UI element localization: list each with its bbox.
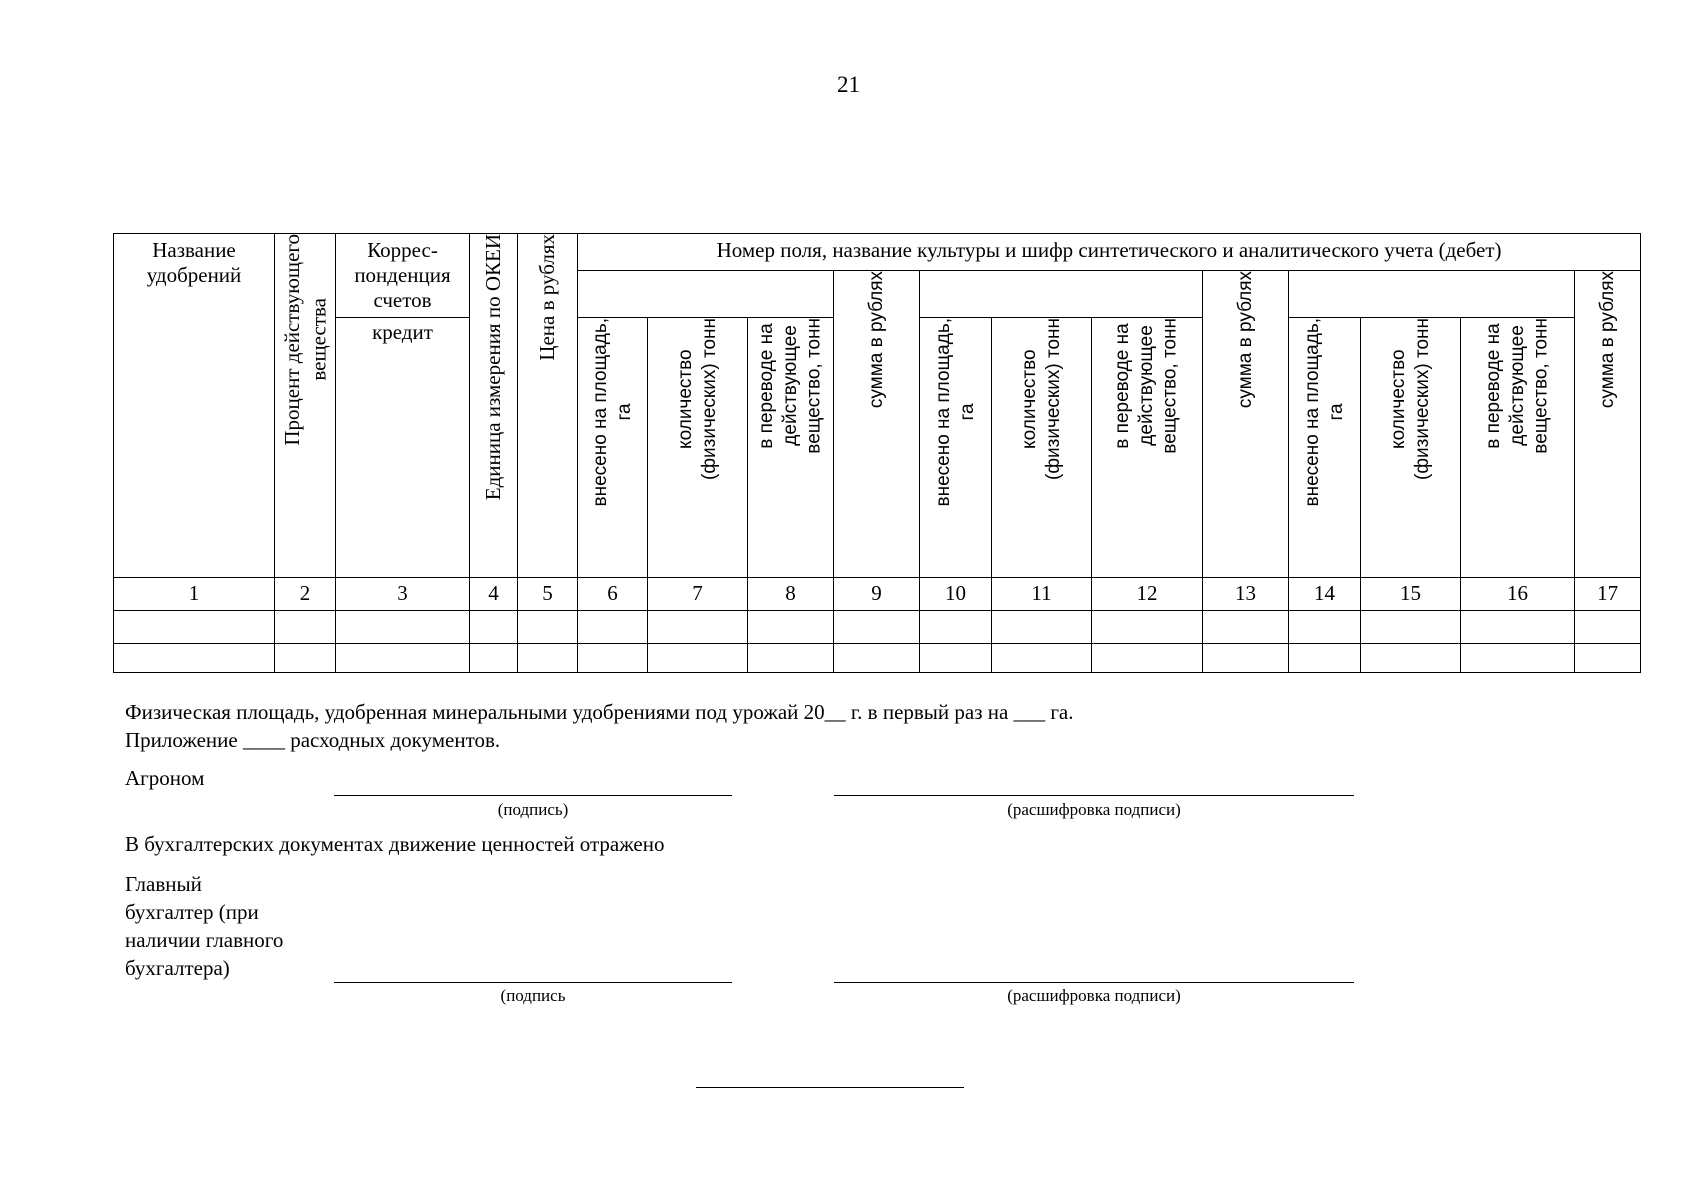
header-conversion-3: в переводе на действующее вещество, тонн <box>1461 318 1575 578</box>
table-row <box>114 644 1641 673</box>
reflected-text: В бухгалтерских документах движение ценностей отражено <box>125 832 665 856</box>
header-quantity-3: количество (физических) тонн <box>1361 318 1461 578</box>
column-number: 14 <box>1289 578 1361 611</box>
column-number: 15 <box>1361 578 1461 611</box>
agronomist-signature-caption: (подпись) <box>497 800 569 819</box>
chief-decoding-caption: (расшифровка подписи) <box>1007 986 1181 1005</box>
column-number: 13 <box>1203 578 1289 611</box>
column-number: 17 <box>1575 578 1641 611</box>
header-conversion-2: в переводе на действующее вещество, тонн <box>1092 318 1203 578</box>
header-sum-rub-1: сумма в рублях <box>834 271 920 578</box>
column-number: 8 <box>748 578 834 611</box>
attachment-text: Приложение ____ расходных документов. <box>125 728 501 752</box>
chief-decoding-line <box>834 982 1354 983</box>
header-applied-area-2: внесено на площадь, га <box>920 318 992 578</box>
header-field-1-blank <box>578 271 834 318</box>
chief-signature-line <box>334 982 732 983</box>
column-number: 12 <box>1092 578 1203 611</box>
column-number: 16 <box>1461 578 1575 611</box>
column-number: 11 <box>992 578 1092 611</box>
header-sum-rub-2: сумма в рублях <box>1203 271 1289 578</box>
chief-accountant-label: Главный бухгалтер (при наличии главного бухгалтера) <box>125 872 284 980</box>
column-number: 10 <box>920 578 992 611</box>
header-okei-unit: Единица измерения по ОКЕИ <box>470 234 518 578</box>
header-price-rub: Цена в рублях <box>518 234 578 578</box>
header-sum-rub-3: сумма в рублях <box>1575 271 1641 578</box>
column-number: 1 <box>114 578 275 611</box>
header-quantity-2: количество (физических) тонн <box>992 318 1092 578</box>
fertilizer-ledger-table <box>113 233 1641 673</box>
agronomist-signature-line <box>334 795 732 796</box>
header-applied-area-1: внесено на площадь, га <box>578 318 648 578</box>
agronomist-decoding-caption: (расшифровка подписи) <box>1007 800 1181 819</box>
header-correspondence: Коррес- понденция счетов <box>336 234 470 318</box>
header-field-2-blank <box>920 271 1203 318</box>
column-number: 3 <box>336 578 470 611</box>
physical-area-text: Физическая площадь, удобренная минеральными удобрениями под урожай 20__ г. в первый раз на ___ га. <box>125 700 1074 724</box>
header-applied-area-3: внесено на площадь, га <box>1289 318 1361 578</box>
column-number: 9 <box>834 578 920 611</box>
header-quantity-1: количество (физических) тонн <box>648 318 748 578</box>
column-number: 4 <box>470 578 518 611</box>
header-credit: кредит <box>336 318 470 578</box>
header-conversion-1: в переводе на действующее вещество, тонн <box>748 318 834 578</box>
table-row <box>114 611 1641 644</box>
footer-divider <box>696 1087 964 1088</box>
column-number: 6 <box>578 578 648 611</box>
header-debit-group: Номер поля, название культуры и шифр синтетического и аналитического учета (дебет) <box>578 234 1641 271</box>
column-number: 5 <box>518 578 578 611</box>
chief-signature-caption: (подпись <box>500 986 566 1005</box>
header-active-percent: Процент действующего вещества <box>275 234 336 578</box>
column-number: 2 <box>275 578 336 611</box>
page-number: 21 <box>837 72 860 97</box>
agronomist-decoding-line <box>834 795 1354 796</box>
header-fertilizer-name: Название удобрений <box>114 234 275 578</box>
agronomist-label: Агроном <box>125 766 205 790</box>
column-number: 7 <box>648 578 748 611</box>
header-field-3-blank <box>1289 271 1575 318</box>
